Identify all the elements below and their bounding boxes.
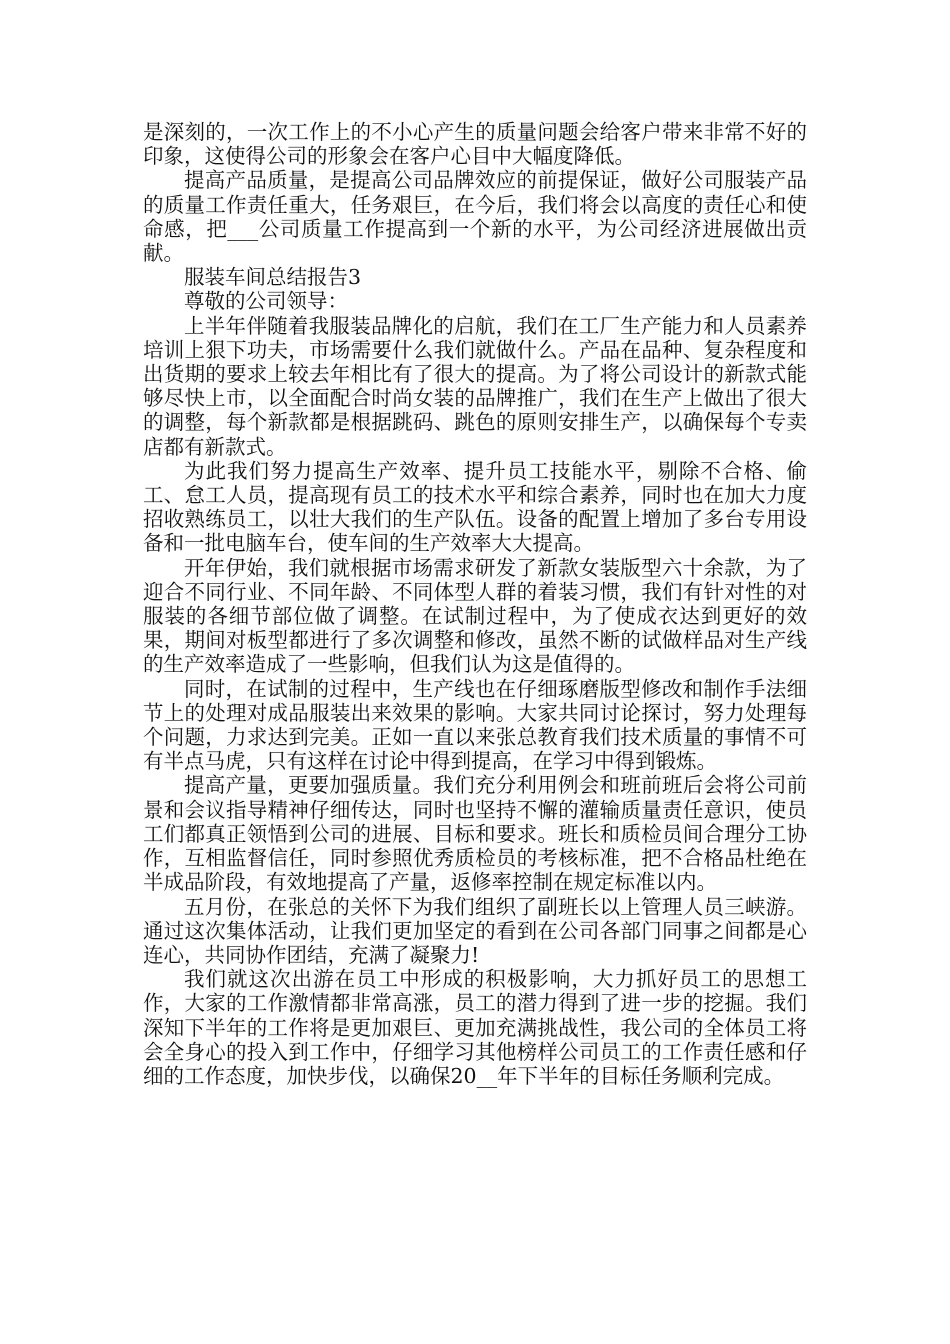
paragraph-efficiency: 为此我们努力提高生产效率、提升员工技能水平，剔除不合格、偷工、怠工人员，提高现有员工的技术水平和综合素养，同时也在加大力度招收熟练员工，以壮大我们的生产队伍。设备的配置上增加了多台专用设备和一批电脑车台，使车间的生产效率大大提高。 bbox=[143, 458, 807, 556]
paragraph-trial-production: 同时，在试制的过程中，生产线也在仔细琢磨版型修改和制作手法细节上的处理对成品服装出来效果的影响。大家共同讨论探讨，努力处理每个问题，力求达到完美。正如一直以来张总教育我们技术质量的事情不可有半点马虎，只有这样在讨论中得到提高，在学习中得到锻炼。 bbox=[143, 676, 807, 774]
paragraph-continuation: 是深刻的，一次工作上的不小心产生的质量问题会给客户带来非常不好的印象，这使得公司的形象会在客户心目中大幅度降低。 bbox=[143, 120, 807, 169]
paragraph-quality-control: 提高产量，更要加强质量。我们充分利用例会和班前班后会将公司前景和会议指导精神仔细传达，同时也坚持不懈的灌输质量责任意识，使员工们都真正领悟到公司的进展、目标和要求。班长和质检员间合理分工协作，互相监督信任，同时参照优秀质检员的考核标准，把不合格品杜绝在半成品阶段，有效地提高了产量，返修率控制在规定标准以内。 bbox=[143, 773, 807, 895]
salutation: 尊敬的公司领导： bbox=[184, 289, 348, 314]
paragraph-first-half-overview: 上半年伴随着我服装品牌化的启航，我们在工厂生产能力和人员素养培训上狠下功夫，市场需要什么我们就做什么。产品在品种、复杂程度和出货期的要求上较去年相比有了很大的提高。为了将公司设计的新款式能够尽快上市，以全面配合时尚女装的品牌推广，我们在生产上做出了很大的调整，每个新款都是根据跳码、跳色的原则安排生产，以确保每个专卖店都有新款式。 bbox=[143, 313, 807, 459]
paragraph-second-half-outlook: 我们就这次出游在员工中形成的积极影响，大力抓好员工的思想工作，大家的工作激情都非常高涨，员工的潜力得到了进一步的挖掘。我们深知下半年的工作将是更加艰巨、更加充满挑战性，我公司的全体员工将会全身心的投入到工作中，仔细学习其他榜样公司员工的工作责任感和仔细的工作态度，加快步伐，以确保20__年下半年的目标任务顺利完成。 bbox=[143, 967, 807, 1088]
report-title: 服装车间总结报告3 bbox=[184, 265, 362, 290]
document-body bbox=[143, 120, 807, 1088]
paragraph-team-trip: 五月份，在张总的关怀下为我们组织了副班长以上管理人员三峡游。通过这次集体活动，让我们更加坚定的看到在公司各部门同事之间都是心连心，共同协作团结，充满了凝聚力! bbox=[143, 894, 807, 967]
paragraph-new-styles: 开年伊始，我们就根据市场需求研发了新款女装版型六十余款，为了迎合不同行业、不同年龄、不同体型人群的着装习惯，我们有针对性的对服装的各细节部位做了调整。在试制过程中，为了使成衣达到更好的效果，期间对板型都进行了多次调整和修改，虽然不断的试做样品对生产线的生产效率造成了一些影响，但我们认为这是值得的。 bbox=[143, 555, 807, 677]
paragraph-quality-commitment: 提高产品质量，是提高公司品牌效应的前提保证，做好公司服装产品的质量工作责任重大，任务艰巨，在今后，我们将会以高度的责任心和使命感，把___公司质量工作提高到一个新的水平，为公司经济进展做出贡献。 bbox=[143, 168, 807, 266]
